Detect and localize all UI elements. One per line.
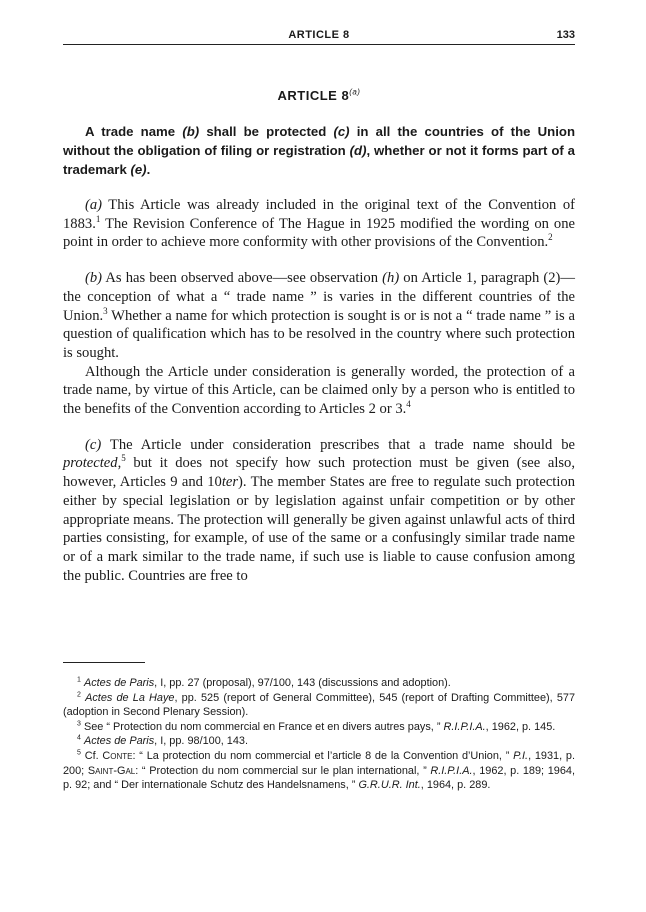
- running-title: ARTICLE 8: [288, 29, 350, 41]
- paragraph-c: (c) The Article under consideration prescribes that a trade name should be protected,$^5$ but it does not specify how such protection must be given (see also, however, Articles 9 and 10ter). The member States are free to regulate such protection either by special legislation or by legislation against unfair competition or by other appropriate means. The protection will generally be given against unlawful acts of third parties consisting, for example, of use of the same or a confusingly similar trade name or of a mark similar to the trade name, if such use is liable to cause confusion among the public. Countries are free to: [63, 436, 575, 584]
- paragraph-label: (b): [85, 270, 103, 287]
- footnote-1: $^1$ Actes de Paris, I, pp. 27 (proposal), 97/100, 143 (discussions and adoption).: [77, 676, 451, 689]
- footnote-ref: 3: [103, 305, 108, 316]
- running-header: [63, 26, 575, 45]
- footnote-4: $^4$ Actes de Paris, I, pp. 98/100, 143.: [77, 734, 249, 748]
- body-text: [63, 122, 575, 585]
- article-title-note: (a): [349, 87, 361, 97]
- footnote-ref: 1: [95, 213, 101, 224]
- page-number: 133: [556, 29, 575, 41]
- paragraph-label: (a): [85, 197, 103, 213]
- footnote-5: $^5$ Cf. Conte: “ La protection du nom commercial et l’article 8 de la Convention d’Union, ” P.I., 1931, p. 200; Saint-Gal: “ Protection du nom commercial sur le plan international, ” R.I.P.I.A., 1962, p. 189; 1964, p. 92; and “ Der internationale Schutz des Handelsnamens, ” G.R.U.R. Int., 1964, p. 289.: [63, 749, 575, 792]
- paragraph-label: (c): [85, 436, 102, 453]
- article-provision: A trade name (b) shall be protected (c) in all the countries of the Union without the obligation of filing or registration (d), whether or not it forms part of a trademark (e).: [63, 124, 576, 177]
- paragraph-a: (a) This Article was already included in the original text of the Convention of 1883.$^1$ The Revision Conference of The Hague in 1925 modified the wording on one point in order to achieve more conformity with other provisions of the Convention.$^2$: [63, 197, 575, 251]
- footnote-ref: 2: [548, 232, 553, 243]
- footnote-2: $^2$ Actes de La Haye, pp. 525 (report of General Committee), 545 (report of Drafting Committee), 577 (adoption in Second Plenary Session).: [63, 690, 575, 719]
- footnote-ref: 5: [121, 453, 126, 464]
- paragraph-b: (b) As has been observed above—see observation (h) on Article 1, paragraph (2)—the conception of what a “ trade name ” is varies in the different countries of the Union.$^3$ Whether a name for which protection is sought is or is not a “ trade name ” is a question of qualification which has to be resolved in the country where such protection is sought.: [63, 270, 576, 361]
- footnote-3: $^3$ See “ Protection du nom commercial en France et en divers autres pays, ” R.I.P.I.A., 1962, p. 145.: [77, 720, 556, 733]
- footnotes: [63, 676, 575, 793]
- book-page: [63, 0, 575, 912]
- footnote-ref: 4: [406, 399, 411, 410]
- article-title: [63, 88, 575, 103]
- article-title-text: ARTICLE 8: [277, 88, 350, 103]
- paragraph-b-continued: Although the Article under consideration is generally worded, the protection of a trade name, by virtue of this Article, can be claimed only by a person who is entitled to the benefits of the Convention according to Articles 2 or 3.$^4$: [63, 363, 575, 418]
- footnote-divider: [63, 662, 145, 663]
